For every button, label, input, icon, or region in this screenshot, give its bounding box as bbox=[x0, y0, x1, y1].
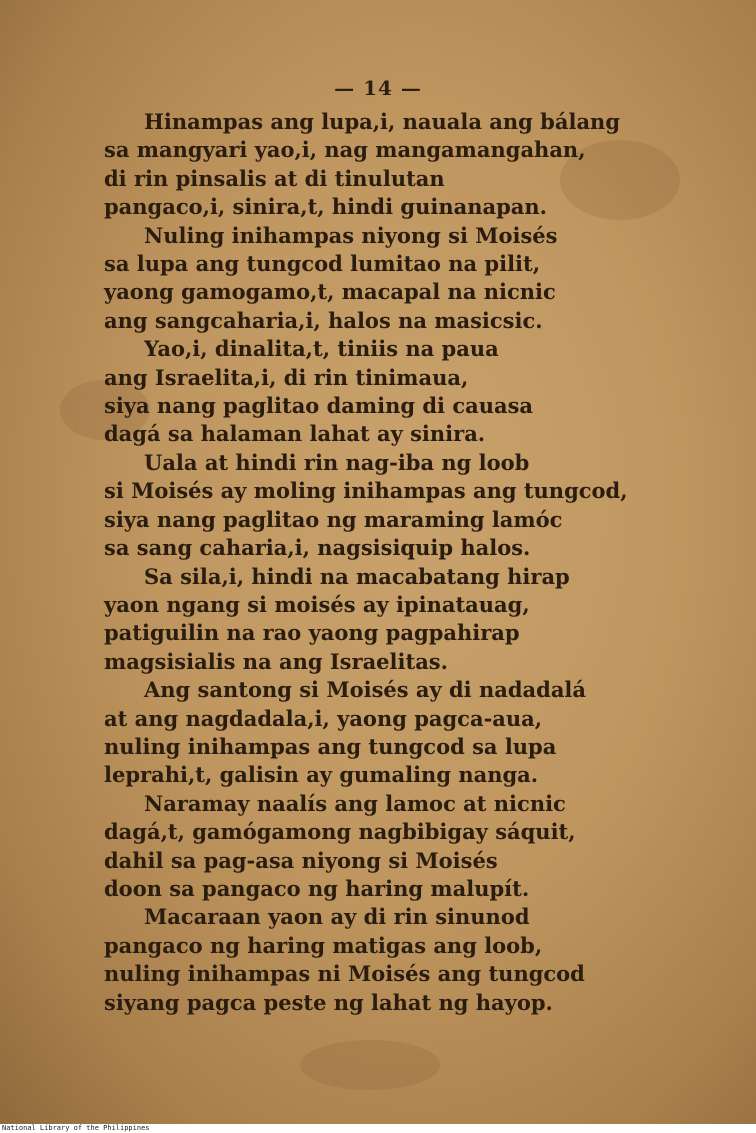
verse-line: Nuling inihampas niyong si Moisés bbox=[144, 222, 558, 248]
page-number: — 14 — bbox=[334, 76, 422, 100]
verse-line: sa mangyari yao,i, nag mangamangahan, bbox=[104, 137, 586, 163]
verse bbox=[104, 222, 714, 336]
verse-line: nuling inihampas ang tungcod sa lupa bbox=[104, 733, 557, 759]
verse-line: Hinampas ang lupa,i, nauala ang bálang bbox=[144, 109, 620, 134]
paper-stain bbox=[300, 1040, 440, 1090]
verse-line: siyang pagca peste ng lahat ng hayop. bbox=[104, 989, 553, 1015]
verse-line: Macaraan yaon ay di rin sinunod bbox=[144, 904, 530, 930]
verse-line: pangaco,i, sinira,t, hindi guinanapan. bbox=[104, 194, 547, 220]
verse bbox=[104, 903, 714, 1017]
verse-line: di rin pinsalis at di tinulutan bbox=[104, 165, 445, 191]
verse-line: sa sang caharia,i, nagsisiquip halos. bbox=[104, 535, 531, 561]
verse-line: dagá,t, gamógamong nagbibigay sáquit, bbox=[104, 819, 576, 845]
verse-line: ang sangcaharia,i, halos na masicsic. bbox=[104, 307, 543, 333]
verse-line: yaong gamogamo,t, macapal na nicnic bbox=[104, 279, 556, 305]
verse-line: siya nang paglitao ng maraming lamóc bbox=[104, 506, 563, 532]
verse bbox=[104, 790, 714, 904]
verse bbox=[104, 676, 714, 790]
poem-text bbox=[104, 108, 714, 1017]
verse-line: Yao,i, dinalita,t, tiniis na paua bbox=[144, 336, 499, 362]
verse-line: Naramay naalís ang lamoc at nicnic bbox=[144, 790, 566, 816]
verse bbox=[104, 108, 714, 222]
verse-line: leprahi,t, galisin ay gumaling nanga. bbox=[104, 762, 539, 788]
verse-line: si Moisés ay moling inihampas ang tungcod, bbox=[104, 478, 628, 504]
verse-line: ang Israelita,i, di rin tinimaua, bbox=[104, 364, 469, 390]
verse-line: at ang nagdadala,i, yaong pagca-aua, bbox=[104, 705, 543, 731]
verse-line: Sa sila,i, hindi na macabatang hirap bbox=[144, 563, 570, 589]
verse-line: yaon ngang si moisés ay ipinatauag, bbox=[104, 591, 530, 617]
verse-line: patiguilin na rao yaong pagpahirap bbox=[104, 620, 520, 646]
verse-line: dagá sa halaman lahat ay sinira. bbox=[104, 421, 486, 447]
library-credit: National Library of the Philippines bbox=[2, 1124, 150, 1132]
verse-line: doon sa pangaco ng haring malupít. bbox=[104, 875, 530, 901]
verse bbox=[104, 449, 714, 563]
verse-line: pangaco ng haring matigas ang loob, bbox=[104, 932, 543, 958]
verse-line: magsisialis na ang Israelitas. bbox=[104, 648, 448, 674]
verse bbox=[104, 335, 714, 449]
verse-line: nuling inihampas ni Moisés ang tungcod bbox=[104, 961, 585, 987]
verse-line: siya nang paglitao daming di cauasa bbox=[104, 393, 534, 419]
verse-line: Uala at hindi rin nag-iba ng loob bbox=[144, 449, 530, 475]
verse bbox=[104, 563, 714, 677]
verse-line: dahil sa pag-asa niyong si Moisés bbox=[104, 847, 498, 873]
verse-line: Ang santong si Moisés ay di nadadalá bbox=[144, 677, 587, 703]
verse-line: sa lupa ang tungcod lumitao na pilit, bbox=[104, 251, 541, 277]
